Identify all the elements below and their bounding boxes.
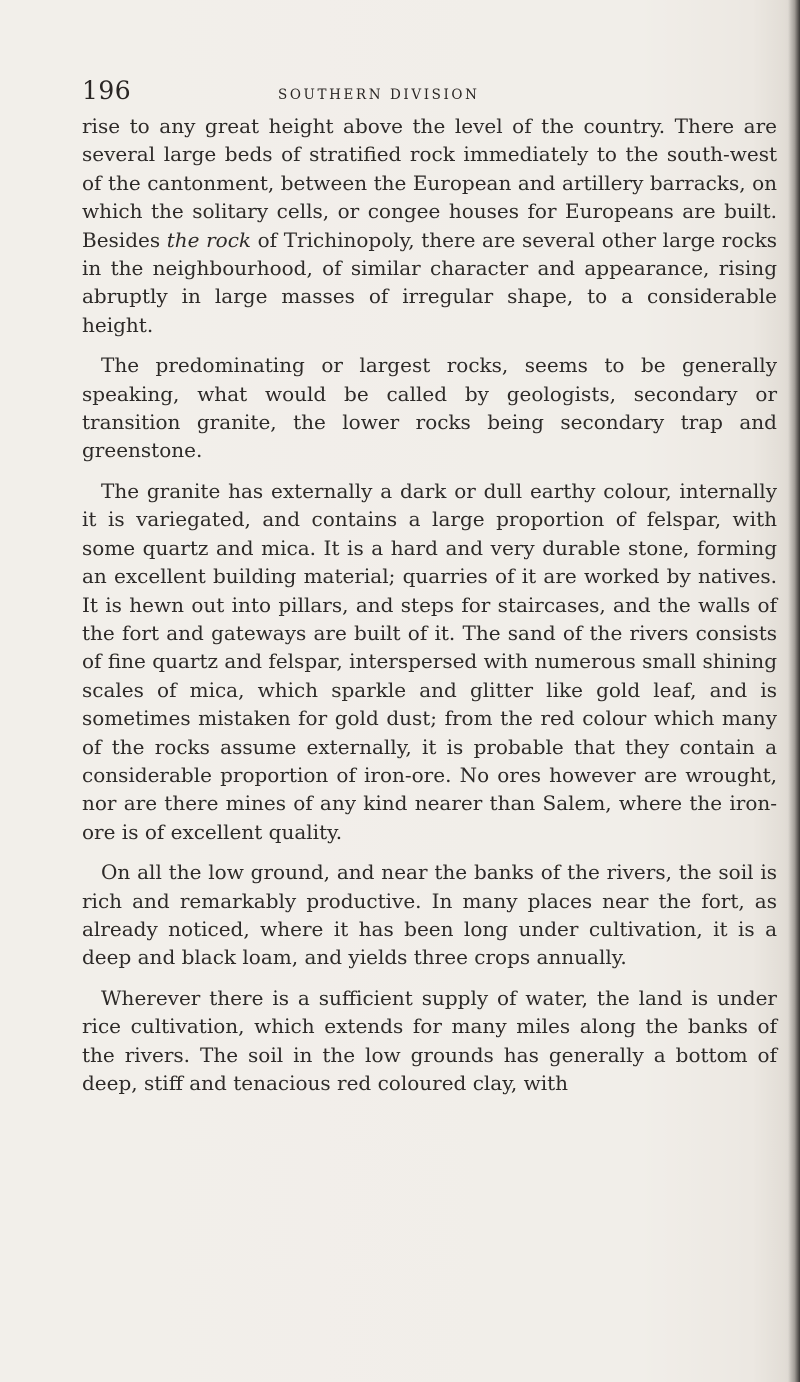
paragraph-1-text-start: rise to any great height above the level of the country. There are several large beds of stratified rock immediately to the south-west of the cantonment, between the European and artillery barracks, on which the solitary cells, or congee houses for Europeans are built. Besides bbox=[82, 114, 777, 252]
paragraph-3: The granite has externally a dark or dull earthy colour, internally it is variegated, and contains a large proportion of felspar, with some quartz and mica. It is a hard and very durable stone, forming an excellent building material; quarries of it are worked by natives. It is hewn out into pillars, and steps for staircases, and the walls of the fort and gateways are built of it. The sand of the rivers consists of fine quartz and felspar, interspersed with numerous small shining scales of mica, which sparkle and glitter like gold leaf, and is sometimes mistaken for gold dust; from the red colour which many of the rocks assume externally, it is probable that they contain a considerable proportion of iron-ore. No ores however are wrought, nor are there mines of any kind nearer than Salem, where the iron-ore is of excellent quality. bbox=[82, 478, 777, 844]
page-number: 196 bbox=[82, 76, 132, 105]
paragraph-1-text-end: of Trichinopoly, there are several other large rocks in the neighbourhood, of similar character and appearance, rising abruptly in large masses of irregular shape, to a considerable height. bbox=[82, 227, 777, 337]
page-edge-shadow bbox=[788, 0, 800, 1382]
paragraph-4: On all the low ground, and near the banks of the rivers, the soil is rich and remarkably productive. In many places near the fort, as already noticed, where it has been long under cultivation, it is a deep and black loam, and yields three crops annually. bbox=[82, 860, 777, 970]
body-text bbox=[82, 112, 777, 1097]
paragraph-1 bbox=[82, 112, 777, 339]
italic-phrase: the rock bbox=[166, 227, 252, 252]
page-header bbox=[82, 76, 722, 106]
paragraph-5: Wherever there is a sufficient supply of water, the land is under rice cultivation, which extends for many miles along the banks of the rivers. The soil in the low grounds has generally a bottom of deep, stiff and tenacious red coloured clay, with bbox=[82, 985, 777, 1095]
running-head: SOUTHERN DIVISION bbox=[278, 87, 480, 103]
paragraph-2: The predominating or largest rocks, seems to be generally speaking, what would be called by geologists, secondary or transition granite, the lower rocks being secondary trap and greenstone. bbox=[82, 353, 777, 463]
